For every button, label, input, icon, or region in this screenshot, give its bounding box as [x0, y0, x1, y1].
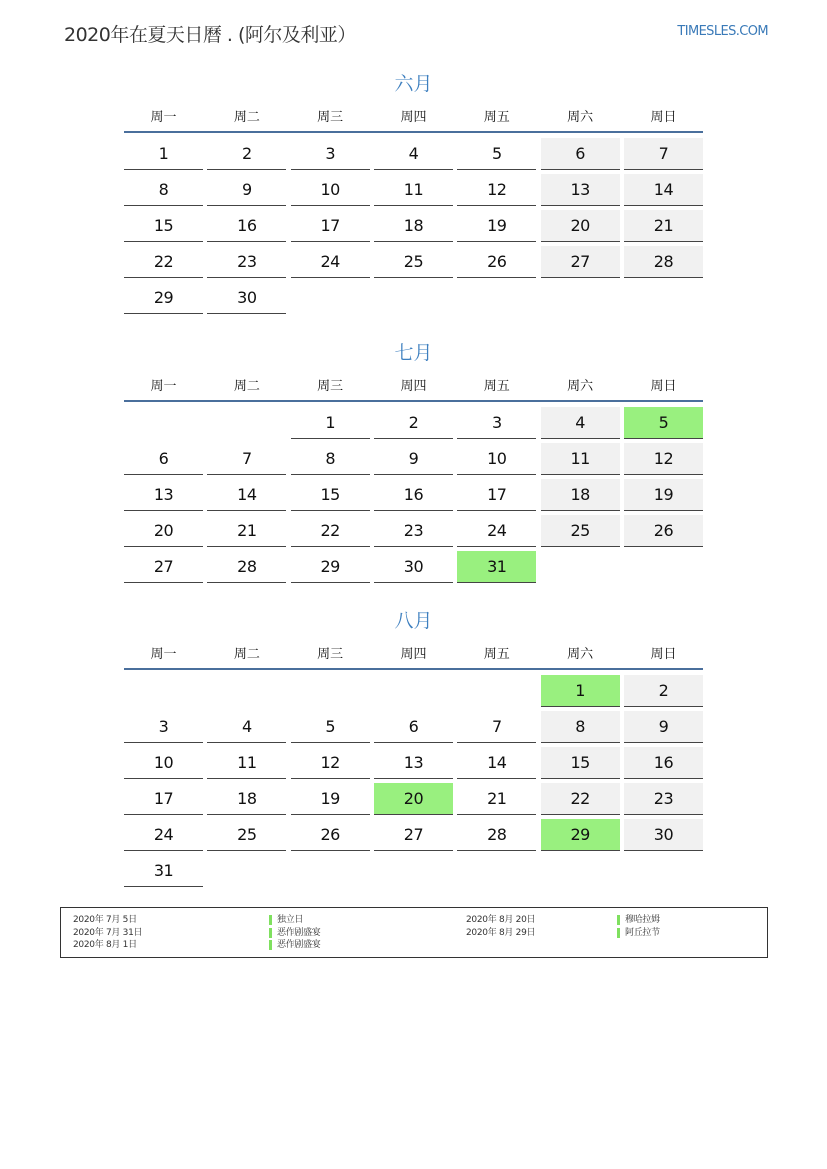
day-cell[interactable]: 16 — [207, 210, 286, 242]
day-cell[interactable]: 25 — [207, 819, 286, 851]
day-cell[interactable]: 6 — [124, 443, 203, 475]
weekday-label: 周三 — [317, 646, 344, 662]
weekday-label: 周四 — [400, 646, 427, 662]
holiday-day-cell[interactable]: 1 — [541, 675, 620, 707]
day-cell[interactable]: 25 — [374, 246, 453, 278]
day-cell[interactable]: 6 — [374, 711, 453, 743]
legend-holiday-date: 2020年 8月 1日 — [73, 940, 137, 950]
day-cell[interactable]: 21 — [457, 783, 536, 815]
weekday-label: 周二 — [233, 646, 260, 662]
weekday-label: 周三 — [317, 378, 344, 394]
day-cell[interactable]: 17 — [457, 479, 536, 511]
holiday-color-marker — [269, 928, 272, 938]
weekday-label: 周日 — [650, 109, 677, 125]
day-cell[interactable]: 13 — [374, 747, 453, 779]
legend-name-text: 独立日 — [277, 915, 304, 925]
empty-day-cell — [124, 407, 203, 439]
day-cell[interactable]: 21 — [624, 210, 703, 242]
empty-day-cell — [207, 675, 286, 707]
day-cell[interactable]: 25 — [541, 515, 620, 547]
day-cell[interactable]: 4 — [374, 138, 453, 170]
empty-day-cell — [457, 675, 536, 707]
legend-dates-col-2 — [466, 914, 535, 939]
holiday-legend — [60, 907, 768, 958]
weekday-label: 周六 — [567, 109, 594, 125]
day-cell[interactable]: 3 — [457, 407, 536, 439]
legend-name-text: 恶作剧盛宴 — [277, 940, 321, 950]
empty-day-cell — [124, 675, 203, 707]
month-june — [124, 69, 703, 315]
site-link[interactable]: TIMESLES.COM — [677, 24, 768, 39]
day-cell[interactable]: 10 — [124, 747, 203, 779]
weekday-label: 周一 — [150, 646, 177, 662]
legend-name-text: 恶作剧盛宴 — [277, 927, 321, 938]
weekday-label: 周五 — [483, 646, 510, 662]
holiday-color-marker — [269, 940, 272, 950]
day-cell[interactable]: 27 — [541, 246, 620, 278]
day-cell[interactable]: 26 — [457, 246, 536, 278]
day-cell[interactable]: 19 — [624, 479, 703, 511]
day-cell[interactable]: 29 — [124, 282, 203, 314]
day-cell[interactable]: 5 — [291, 711, 370, 743]
day-cell[interactable]: 28 — [207, 551, 286, 583]
weekday-label: 周六 — [567, 646, 594, 662]
day-cell[interactable]: 23 — [207, 246, 286, 278]
day-cell[interactable]: 28 — [457, 819, 536, 851]
day-cell[interactable]: 15 — [124, 210, 203, 242]
day-cell[interactable]: 4 — [207, 711, 286, 743]
empty-day-cell — [291, 675, 370, 707]
day-cell[interactable]: 24 — [291, 246, 370, 278]
day-grid — [124, 670, 703, 888]
day-cell[interactable]: 14 — [457, 747, 536, 779]
day-cell[interactable]: 12 — [624, 443, 703, 475]
month-july — [124, 338, 703, 584]
day-cell[interactable]: 14 — [624, 174, 703, 206]
day-cell[interactable]: 18 — [207, 783, 286, 815]
legend-name-text: 阿丘拉节 — [625, 927, 660, 938]
day-cell[interactable]: 26 — [624, 515, 703, 547]
day-cell[interactable]: 12 — [291, 747, 370, 779]
holiday-day-cell[interactable]: 31 — [457, 551, 536, 583]
holiday-day-cell[interactable]: 29 — [541, 819, 620, 851]
day-cell[interactable]: 7 — [207, 443, 286, 475]
day-cell[interactable]: 9 — [374, 443, 453, 475]
day-cell[interactable]: 30 — [207, 282, 286, 314]
weekday-label: 周一 — [150, 378, 177, 394]
day-cell[interactable]: 22 — [124, 246, 203, 278]
weekday-label: 周六 — [567, 378, 594, 394]
day-cell[interactable]: 10 — [457, 443, 536, 475]
day-cell[interactable]: 6 — [541, 138, 620, 170]
legend-names-col-2 — [617, 914, 660, 939]
weekday-label: 周二 — [233, 109, 260, 125]
legend-names-col-1 — [269, 914, 321, 952]
weekday-label: 周三 — [317, 109, 344, 125]
day-cell[interactable]: 23 — [624, 783, 703, 815]
day-cell[interactable]: 27 — [124, 551, 203, 583]
legend-holiday-name — [269, 927, 321, 940]
day-cell[interactable]: 7 — [624, 138, 703, 170]
day-cell[interactable]: 3 — [124, 711, 203, 743]
weekday-label: 周日 — [650, 378, 677, 394]
day-cell[interactable]: 24 — [457, 515, 536, 547]
day-cell[interactable]: 26 — [291, 819, 370, 851]
day-cell[interactable]: 18 — [541, 479, 620, 511]
day-cell[interactable]: 17 — [291, 210, 370, 242]
legend-name-text: 穆哈拉姆 — [625, 915, 660, 925]
holiday-color-marker — [617, 915, 620, 925]
legend-holiday-name — [617, 914, 660, 927]
weekday-header — [124, 636, 703, 670]
day-cell[interactable]: 8 — [541, 711, 620, 743]
day-cell[interactable]: 22 — [541, 783, 620, 815]
day-cell[interactable]: 2 — [374, 407, 453, 439]
holiday-color-marker — [617, 928, 620, 938]
day-cell[interactable]: 30 — [624, 819, 703, 851]
day-cell[interactable]: 19 — [457, 210, 536, 242]
day-cell[interactable]: 24 — [124, 819, 203, 851]
day-cell[interactable]: 17 — [124, 783, 203, 815]
day-cell[interactable]: 12 — [457, 174, 536, 206]
day-cell[interactable]: 1 — [124, 138, 203, 170]
legend-holiday-date: 2020年 8月 20日 — [466, 915, 536, 925]
day-cell[interactable]: 4 — [541, 407, 620, 439]
day-cell[interactable]: 30 — [374, 551, 453, 583]
day-cell[interactable]: 9 — [624, 711, 703, 743]
weekday-header — [124, 368, 703, 402]
day-cell[interactable]: 20 — [124, 515, 203, 547]
weekday-label: 周二 — [233, 378, 260, 394]
day-cell[interactable]: 9 — [207, 174, 286, 206]
holiday-color-marker — [269, 915, 272, 925]
day-cell[interactable]: 14 — [207, 479, 286, 511]
day-cell[interactable]: 3 — [291, 138, 370, 170]
month-august — [124, 606, 703, 888]
day-cell[interactable]: 16 — [624, 747, 703, 779]
month-title: 八月 — [394, 610, 433, 632]
legend-holiday-date: 2020年 7月 5日 — [73, 915, 137, 925]
day-grid — [124, 402, 703, 584]
weekday-label: 周四 — [400, 378, 427, 394]
day-cell[interactable]: 27 — [374, 819, 453, 851]
weekday-label: 周一 — [150, 109, 177, 125]
day-cell[interactable]: 13 — [541, 174, 620, 206]
page-title: 2020年在夏天日曆 . (阿尔及利亚） — [64, 24, 356, 46]
day-cell[interactable]: 19 — [291, 783, 370, 815]
day-cell[interactable]: 10 — [291, 174, 370, 206]
legend-holiday-name — [269, 939, 321, 952]
month-title: 七月 — [394, 342, 433, 364]
day-cell[interactable]: 11 — [374, 174, 453, 206]
day-cell[interactable]: 22 — [291, 515, 370, 547]
day-cell[interactable]: 15 — [291, 479, 370, 511]
day-cell[interactable]: 2 — [207, 138, 286, 170]
weekday-header — [124, 99, 703, 133]
day-cell[interactable]: 28 — [624, 246, 703, 278]
day-grid — [124, 133, 703, 315]
day-cell[interactable]: 11 — [541, 443, 620, 475]
weekday-label: 周四 — [400, 109, 427, 125]
day-cell[interactable]: 18 — [374, 210, 453, 242]
weekday-label: 周日 — [650, 646, 677, 662]
day-cell[interactable]: 16 — [374, 479, 453, 511]
day-cell[interactable]: 5 — [457, 138, 536, 170]
day-cell[interactable]: 23 — [374, 515, 453, 547]
day-cell[interactable]: 15 — [541, 747, 620, 779]
holiday-day-cell[interactable]: 20 — [374, 783, 453, 815]
empty-day-cell — [374, 675, 453, 707]
empty-day-cell — [207, 407, 286, 439]
weekday-label: 周五 — [483, 378, 510, 394]
day-cell[interactable]: 21 — [207, 515, 286, 547]
day-cell[interactable]: 7 — [457, 711, 536, 743]
holiday-day-cell[interactable]: 5 — [624, 407, 703, 439]
day-cell[interactable]: 1 — [291, 407, 370, 439]
day-cell[interactable]: 11 — [207, 747, 286, 779]
day-cell[interactable]: 13 — [124, 479, 203, 511]
day-cell[interactable]: 8 — [124, 174, 203, 206]
day-cell[interactable]: 2 — [624, 675, 703, 707]
day-cell[interactable]: 29 — [291, 551, 370, 583]
day-cell[interactable]: 31 — [124, 855, 203, 887]
legend-holiday-name — [269, 914, 321, 927]
day-cell[interactable]: 8 — [291, 443, 370, 475]
day-cell[interactable]: 20 — [541, 210, 620, 242]
legend-holiday-date: 2020年 8月 29日 — [466, 927, 536, 938]
weekday-label: 周五 — [483, 109, 510, 125]
month-title: 六月 — [394, 73, 433, 95]
legend-holiday-name — [617, 927, 660, 940]
legend-dates-col-1 — [73, 914, 142, 952]
legend-holiday-date: 2020年 7月 31日 — [73, 927, 143, 938]
